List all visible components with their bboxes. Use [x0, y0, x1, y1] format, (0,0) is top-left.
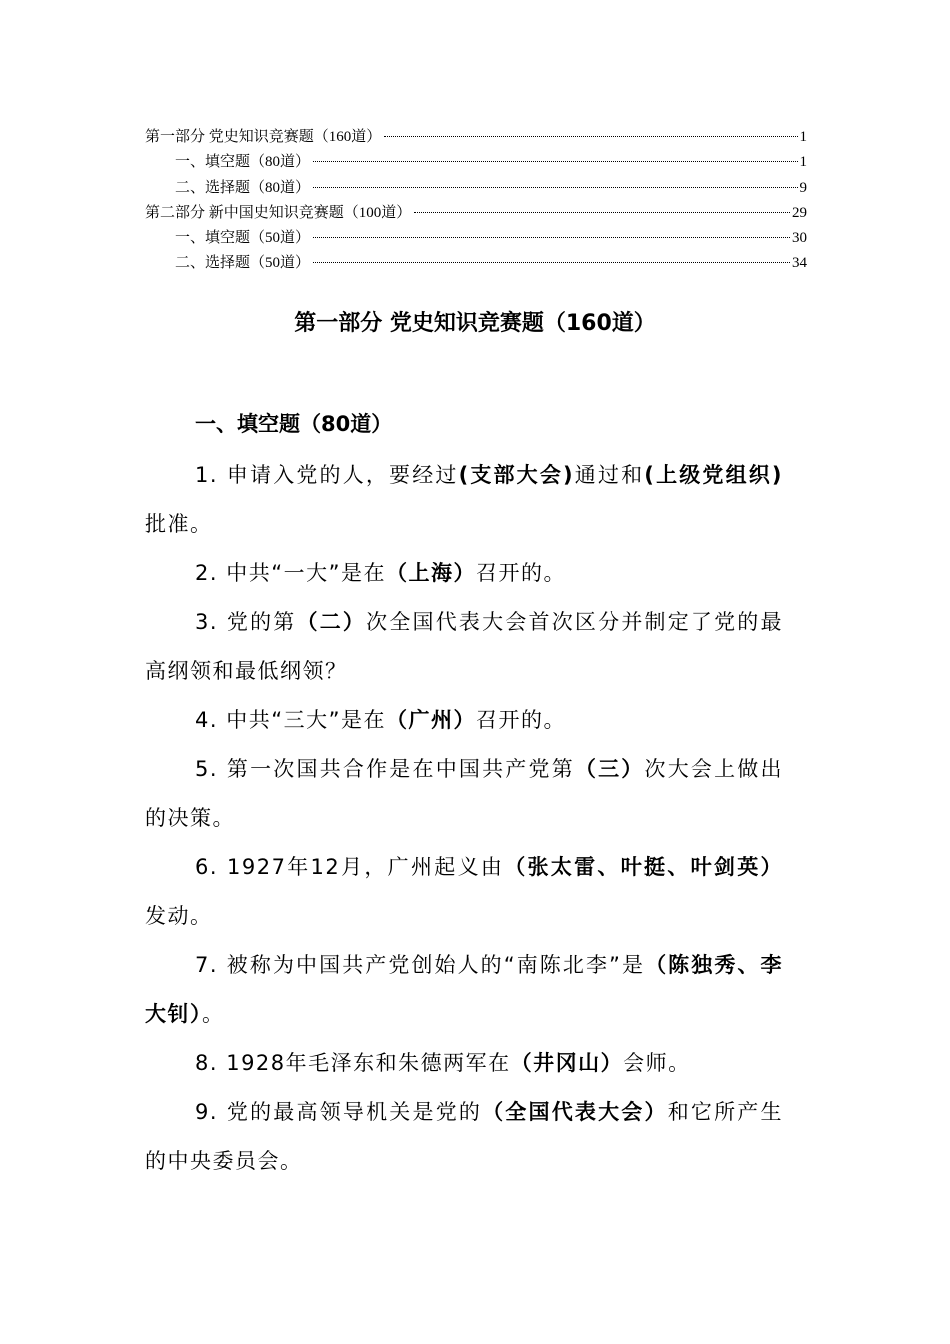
question-item	[145, 549, 783, 598]
toc-leader-dots	[313, 237, 790, 238]
question-text: 会师。	[623, 1051, 691, 1075]
toc-entry-page: 9	[799, 179, 807, 196]
question-list	[145, 451, 783, 1186]
question-text: 发动。	[145, 904, 213, 928]
toc-entry[interactable]	[145, 201, 807, 226]
toc-leader-dots	[313, 161, 797, 162]
question-text: 3. 党的第	[195, 610, 297, 634]
question-text: 次大会上做出的决策。	[145, 757, 784, 830]
question-item	[145, 843, 783, 941]
question-text: 通过和	[574, 463, 645, 487]
question-item	[145, 598, 783, 696]
toc-entry-page: 1	[799, 154, 807, 171]
question-item	[145, 451, 783, 549]
question-item	[145, 941, 783, 1039]
toc-entry-title: 一、填空题（50道）	[175, 230, 311, 247]
question-text: 召开的。	[475, 708, 566, 732]
answer-text: （二）	[296, 610, 367, 634]
section-title: 一、填空题（80道）	[195, 412, 393, 436]
question-text: 和它所产生的中央委员会。	[145, 1100, 783, 1173]
toc-entry[interactable]	[145, 150, 807, 175]
toc-entry-title: 第一部分 党史知识竞赛题（160道）	[145, 129, 382, 145]
table-of-contents	[145, 125, 807, 277]
toc-entry-page: 29	[792, 204, 807, 221]
toc-entry-title: 二、选择题（80道）	[175, 179, 311, 196]
answer-text: (上级党组织)	[644, 463, 784, 487]
answer-text: (支部大会)	[458, 463, 575, 487]
question-text: 4. 中共“三大”是在	[195, 708, 386, 732]
toc-entry-page: 30	[792, 230, 807, 247]
question-text: 2. 中共“一大”是在	[195, 561, 386, 585]
toc-entry[interactable]	[145, 251, 807, 276]
toc-entry-title: 二、选择题（50道）	[175, 255, 311, 272]
toc-entry-title: 一、填空题（80道）	[175, 154, 311, 171]
answer-text: （上海）	[385, 561, 476, 585]
answer-text: （三）	[574, 757, 645, 781]
toc-leader-dots	[313, 187, 797, 188]
question-item	[145, 1039, 783, 1088]
toc-leader-dots	[414, 212, 790, 213]
answer-text: （陈独秀、李大钊）	[145, 953, 783, 1026]
question-text: 召开的。	[475, 561, 566, 585]
question-text: 6. 1927年12月，广州起义由	[195, 855, 505, 879]
toc-entry[interactable]	[145, 125, 807, 150]
question-text: 7. 被称为中国共产党创始人的“南陈北李”是	[195, 953, 646, 977]
question-text: 次全国代表大会首次区分并制定了党的最高纲领和最低纲领？	[145, 610, 784, 683]
question-text: 批准。	[145, 512, 213, 536]
toc-entry[interactable]	[145, 176, 807, 201]
answer-text: （井冈山）	[510, 1051, 624, 1075]
answer-text: （全国代表大会）	[482, 1100, 668, 1124]
question-text: 9. 党的最高领导机关是党的	[195, 1100, 483, 1124]
part-title: 第一部分 党史知识竞赛题（160道）	[294, 311, 656, 336]
toc-entry-title: 第二部分 新中国史知识竞赛题（100道）	[145, 204, 412, 221]
toc-entry-page: 34	[792, 255, 807, 272]
answer-text: （张太雷、叶挺、叶剑英）	[504, 855, 783, 879]
question-item	[145, 696, 783, 745]
question-item	[145, 745, 783, 843]
question-text: 。	[202, 1002, 225, 1026]
question-text: 5. 第一次国共合作是在中国共产党第	[195, 757, 575, 781]
answer-text: （广州）	[385, 708, 476, 732]
toc-entry[interactable]	[145, 226, 807, 251]
question-item	[145, 1088, 783, 1186]
question-text: 8. 1928年毛泽东和朱德两军在	[195, 1051, 511, 1075]
toc-leader-dots	[313, 262, 790, 263]
question-text: 1. 申请入党的人，要经过	[195, 463, 459, 487]
toc-leader-dots	[384, 136, 797, 137]
toc-entry-page: 1	[799, 129, 807, 145]
